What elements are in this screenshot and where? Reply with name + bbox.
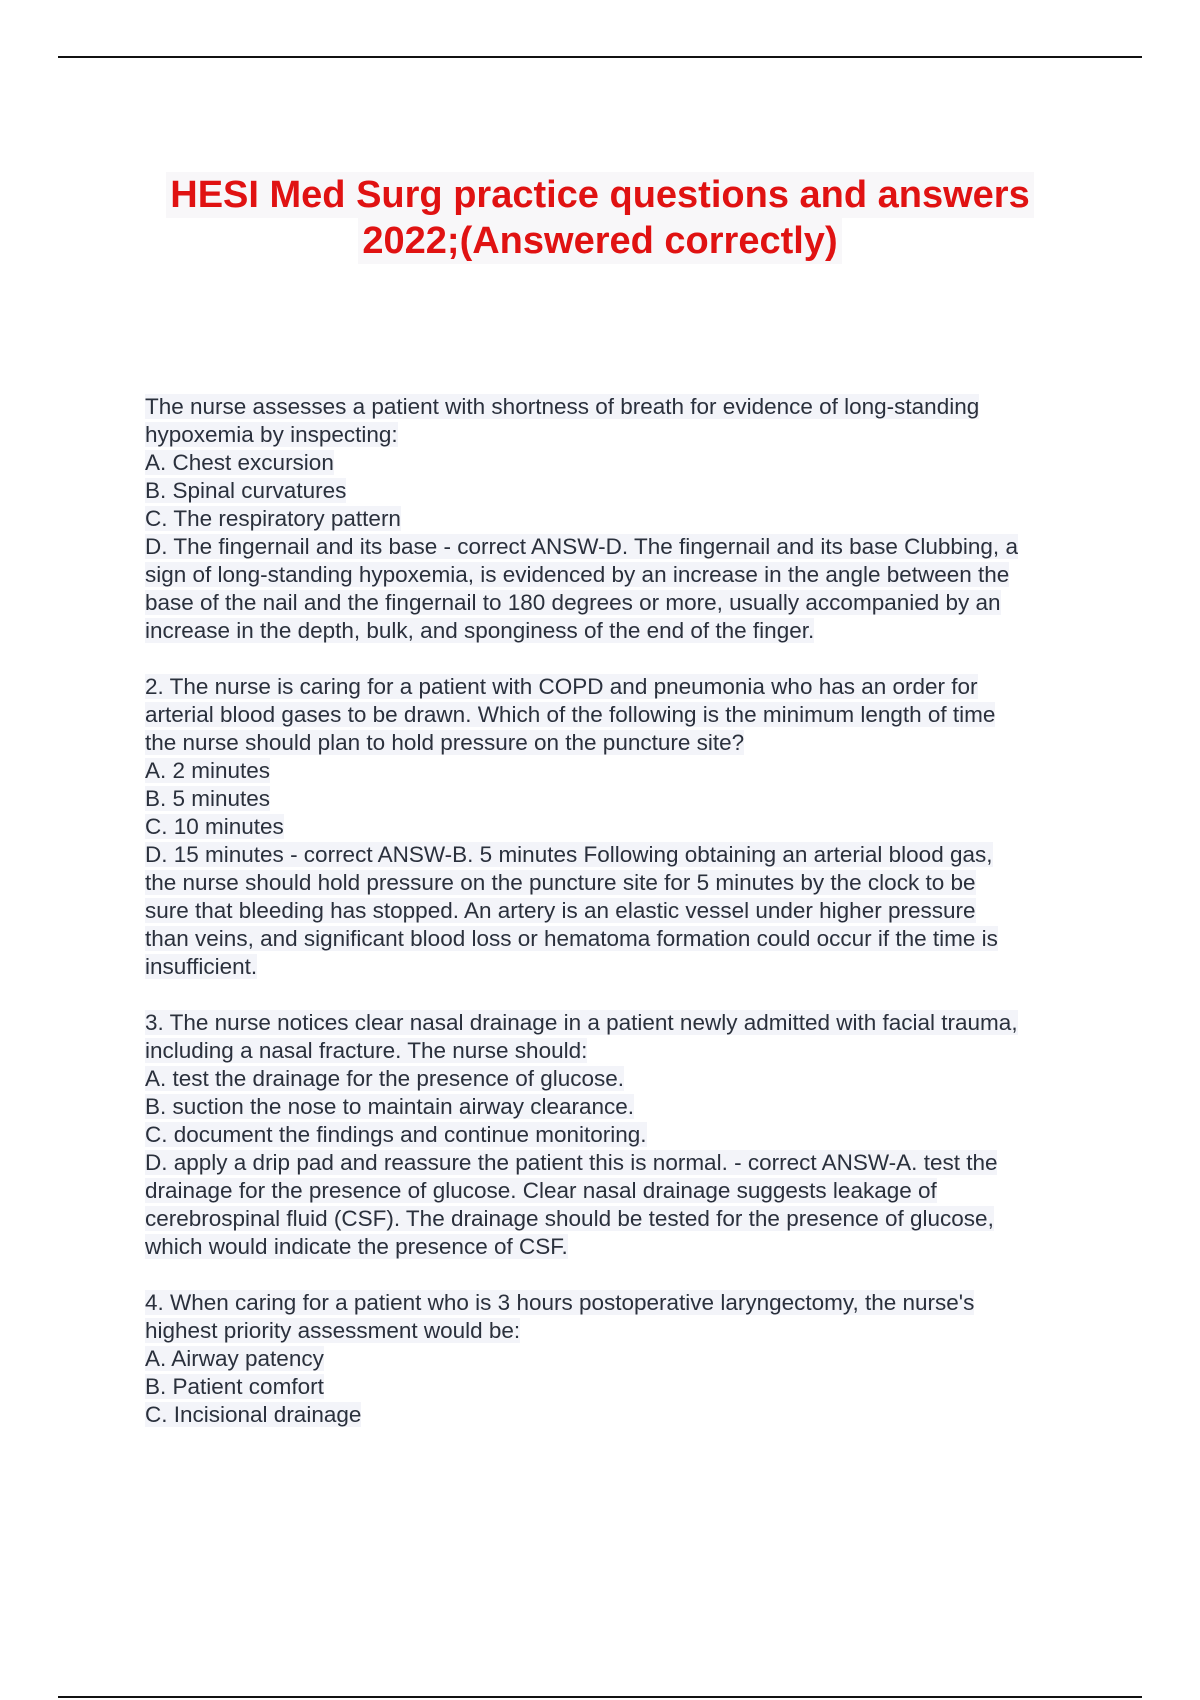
question-2: [145, 673, 1095, 981]
answer-option: C. 10 minutes: [145, 814, 284, 839]
question-3: [145, 1009, 1095, 1261]
question-line: highest priority assessment would be:: [145, 1318, 521, 1343]
answer-option: A. 2 minutes: [145, 758, 271, 783]
question-line: 4. When caring for a patient who is 3 hours postoperative laryngectomy, the nurse's: [145, 1290, 975, 1315]
question-line: The nurse assesses a patient with shortness of breath for evidence of long-standing: [145, 394, 980, 419]
answer-option: B. Patient comfort: [145, 1374, 324, 1399]
answer-option: D. The fingernail and its base - correct ANSW-D. The fingernail and its base Clubbing, a: [145, 534, 1018, 559]
explanation-line: base of the nail and the fingernail to 180 degrees or more, usually accompanied by an: [145, 590, 1001, 615]
answer-option: A. Airway patency: [145, 1346, 324, 1371]
answer-option: D. apply a drip pad and reassure the patient this is normal. - correct ANSW-A. test the: [145, 1150, 998, 1175]
answer-option: C. document the findings and continue monitoring.: [145, 1122, 647, 1147]
answer-option: C. The respiratory pattern: [145, 506, 401, 531]
top-rule: [58, 56, 1142, 58]
answer-option: B. Spinal curvatures: [145, 478, 347, 503]
explanation-line: increase in the depth, bulk, and sponginess of the end of the finger.: [145, 618, 815, 643]
explanation-line: than veins, and significant blood loss or hematoma formation could occur if the time is: [145, 926, 998, 951]
question-line: the nurse should plan to hold pressure on the puncture site?: [145, 730, 745, 755]
explanation-line: insufficient.: [145, 954, 258, 979]
title-line-2: 2022;(Answered correctly): [358, 218, 841, 264]
explanation-line: which would indicate the presence of CSF.: [145, 1234, 568, 1259]
explanation-line: cerebrospinal fluid (CSF). The drainage should be tested for the presence of glucose,: [145, 1206, 994, 1231]
question-line: including a nasal fracture. The nurse should:: [145, 1038, 588, 1063]
answer-option: A. Chest excursion: [145, 450, 334, 475]
answer-option: A. test the drainage for the presence of glucose.: [145, 1066, 625, 1091]
page-title: [100, 172, 1100, 264]
explanation-line: drainage for the presence of glucose. Clear nasal drainage suggests leakage of: [145, 1178, 937, 1203]
question-list: [145, 393, 1095, 1457]
question-line: hypoxemia by inspecting:: [145, 422, 398, 447]
question-line: 2. The nurse is caring for a patient with COPD and pneumonia who has an order for: [145, 674, 978, 699]
bottom-rule: [58, 1696, 1142, 1698]
question-4: [145, 1289, 1095, 1429]
explanation-line: the nurse should hold pressure on the puncture site for 5 minutes by the clock to be: [145, 870, 976, 895]
explanation-line: sure that bleeding has stopped. An artery is an elastic vessel under higher pressure: [145, 898, 976, 923]
question-1: [145, 393, 1095, 645]
title-line-1: HESI Med Surg practice questions and answers: [166, 172, 1033, 218]
answer-option: B. suction the nose to maintain airway clearance.: [145, 1094, 635, 1119]
answer-option: B. 5 minutes: [145, 786, 271, 811]
answer-option: C. Incisional drainage: [145, 1402, 362, 1427]
question-line: 3. The nurse notices clear nasal drainage in a patient newly admitted with facial trauma,: [145, 1010, 1018, 1035]
answer-option: D. 15 minutes - correct ANSW-B. 5 minutes Following obtaining an arterial blood gas,: [145, 842, 993, 867]
question-line: arterial blood gases to be drawn. Which of the following is the minimum length of time: [145, 702, 996, 727]
explanation-line: sign of long-standing hypoxemia, is evidenced by an increase in the angle between the: [145, 562, 1010, 587]
